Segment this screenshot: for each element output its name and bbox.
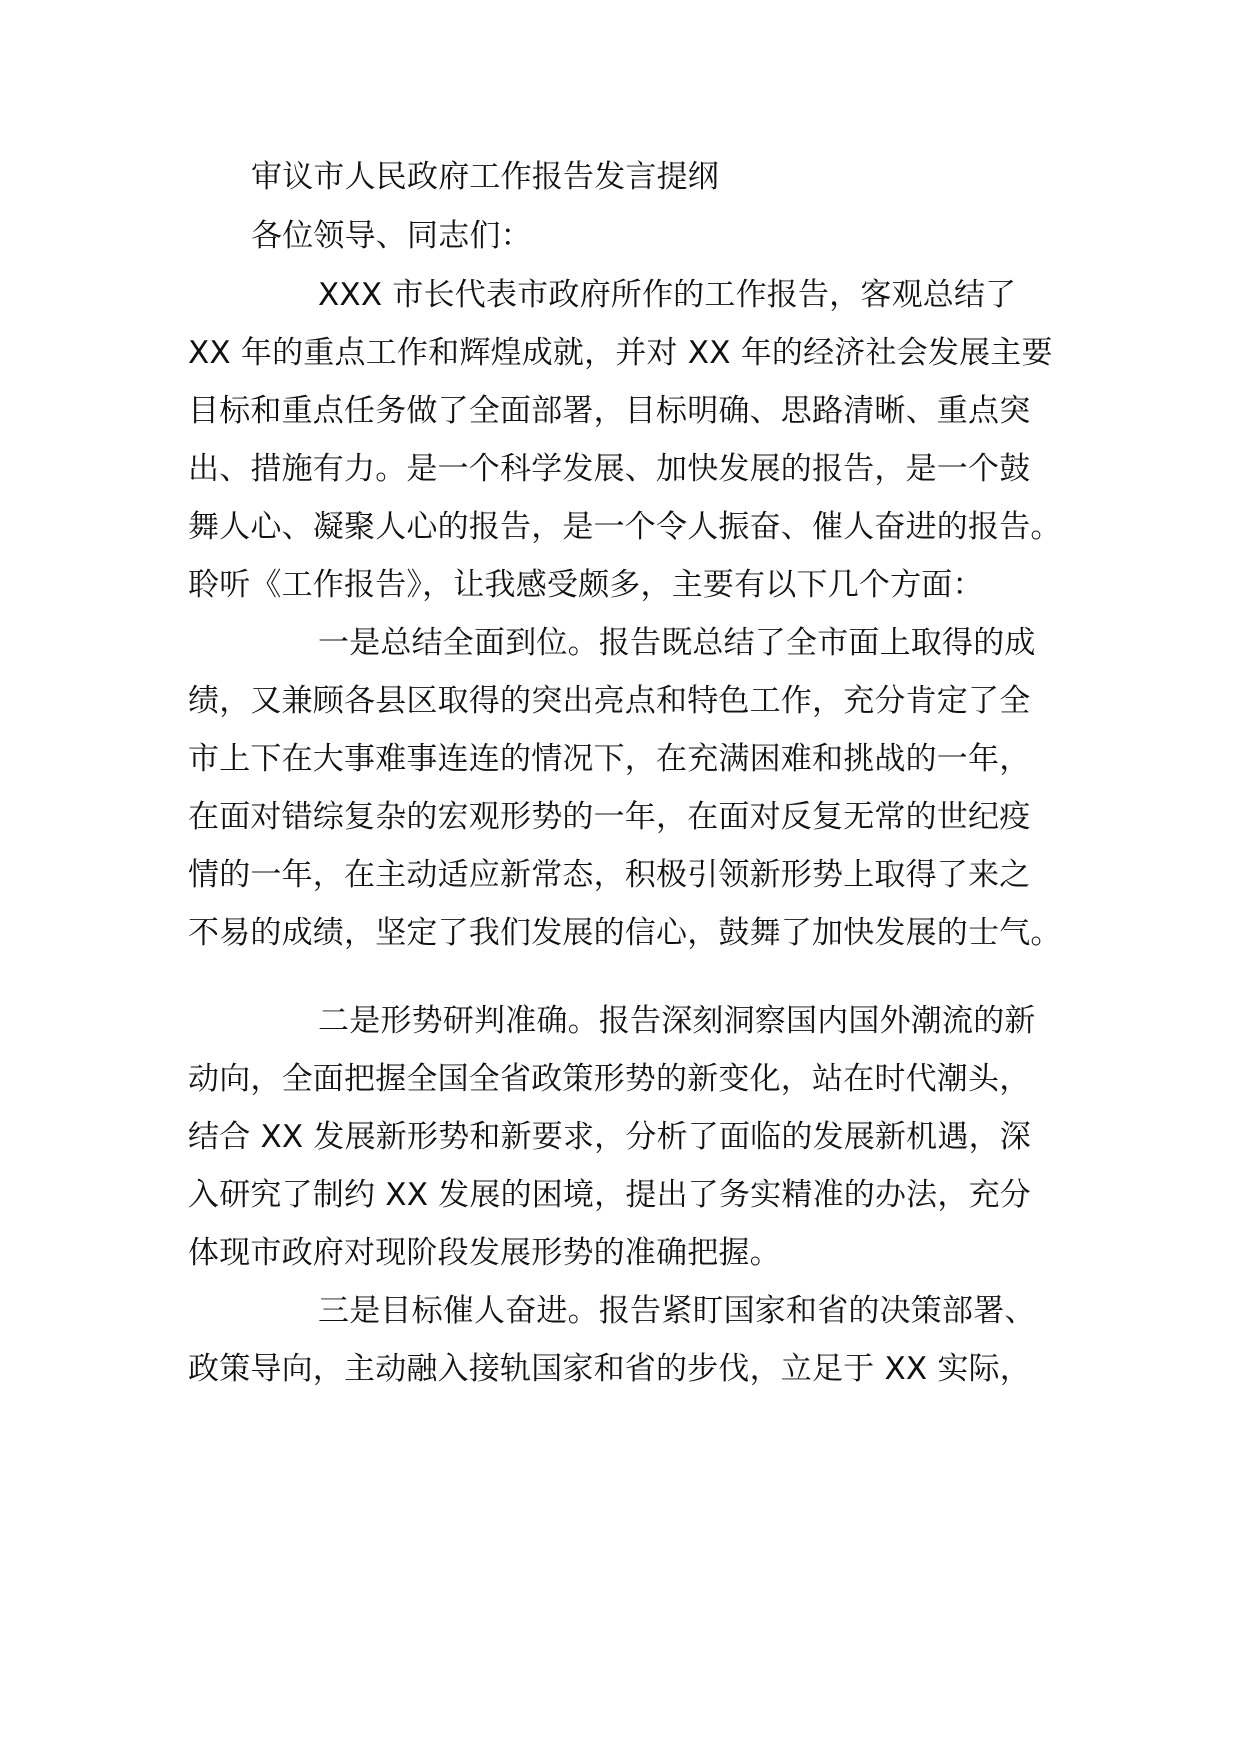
paragraph-line: 动向，全面把握全国全省政策形势的新变化，站在时代潮头，	[188, 1061, 1031, 1097]
document-title: 审议市人民政府工作报告发言提纲	[251, 159, 719, 195]
paragraph-line: 聆听《工作报告》，让我感受颇多，主要有以下几个方面：	[188, 567, 984, 603]
paragraph-line: 二是形势研判准确。报告深刻洞察国内国外潮流的新	[318, 1003, 1036, 1039]
paragraph-line: 绩，又兼顾各县区取得的突出亮点和特色工作，充分肯定了全	[188, 683, 1031, 719]
paragraph-line: 舞人心、凝聚人心的报告，是一个令人振奋、催人奋进的报告。	[188, 509, 1062, 545]
paragraph-line: 体现市政府对现阶段发展形势的准确把握。	[188, 1235, 781, 1271]
paragraph-line: 市上下在大事难事连连的情况下，在充满困难和挑战的一年，	[188, 741, 1031, 777]
paragraph-line: 结合 XX 发展新形势和新要求，分析了面临的发展新机遇，深	[188, 1119, 1031, 1155]
paragraph-line: 入研究了制约 XX 发展的困境，提出了务实精准的办法，充分	[188, 1177, 1031, 1213]
paragraph-line: 政策导向，主动融入接轨国家和省的步伐，立足于 XX 实际，	[188, 1351, 1031, 1387]
paragraph-line: 情的一年，在主动适应新常态，积极引领新形势上取得了来之	[188, 857, 1031, 893]
paragraph-line: 目标和重点任务做了全面部署，目标明确、思路清晰、重点突	[188, 393, 1031, 429]
paragraph-line: 不易的成绩，坚定了我们发展的信心，鼓舞了加快发展的士气。	[188, 915, 1062, 951]
salutation: 各位领导、同志们：	[251, 218, 532, 254]
paragraph-line: 出、措施有力。是一个科学发展、加快发展的报告，是一个鼓	[188, 451, 1031, 487]
paragraph-line: XXX 市长代表市政府所作的工作报告，客观总结了	[318, 277, 1017, 313]
paragraph-line: 一是总结全面到位。报告既总结了全市面上取得的成	[318, 625, 1036, 661]
paragraph-line: XX 年的重点工作和辉煌成就，并对 XX 年的经济社会发展主要	[188, 335, 1053, 371]
paragraph-line: 在面对错综复杂的宏观形势的一年，在面对反复无常的世纪疫	[188, 799, 1031, 835]
paragraph-line: 三是目标催人奋进。报告紧盯国家和省的决策部署、	[318, 1293, 1036, 1329]
